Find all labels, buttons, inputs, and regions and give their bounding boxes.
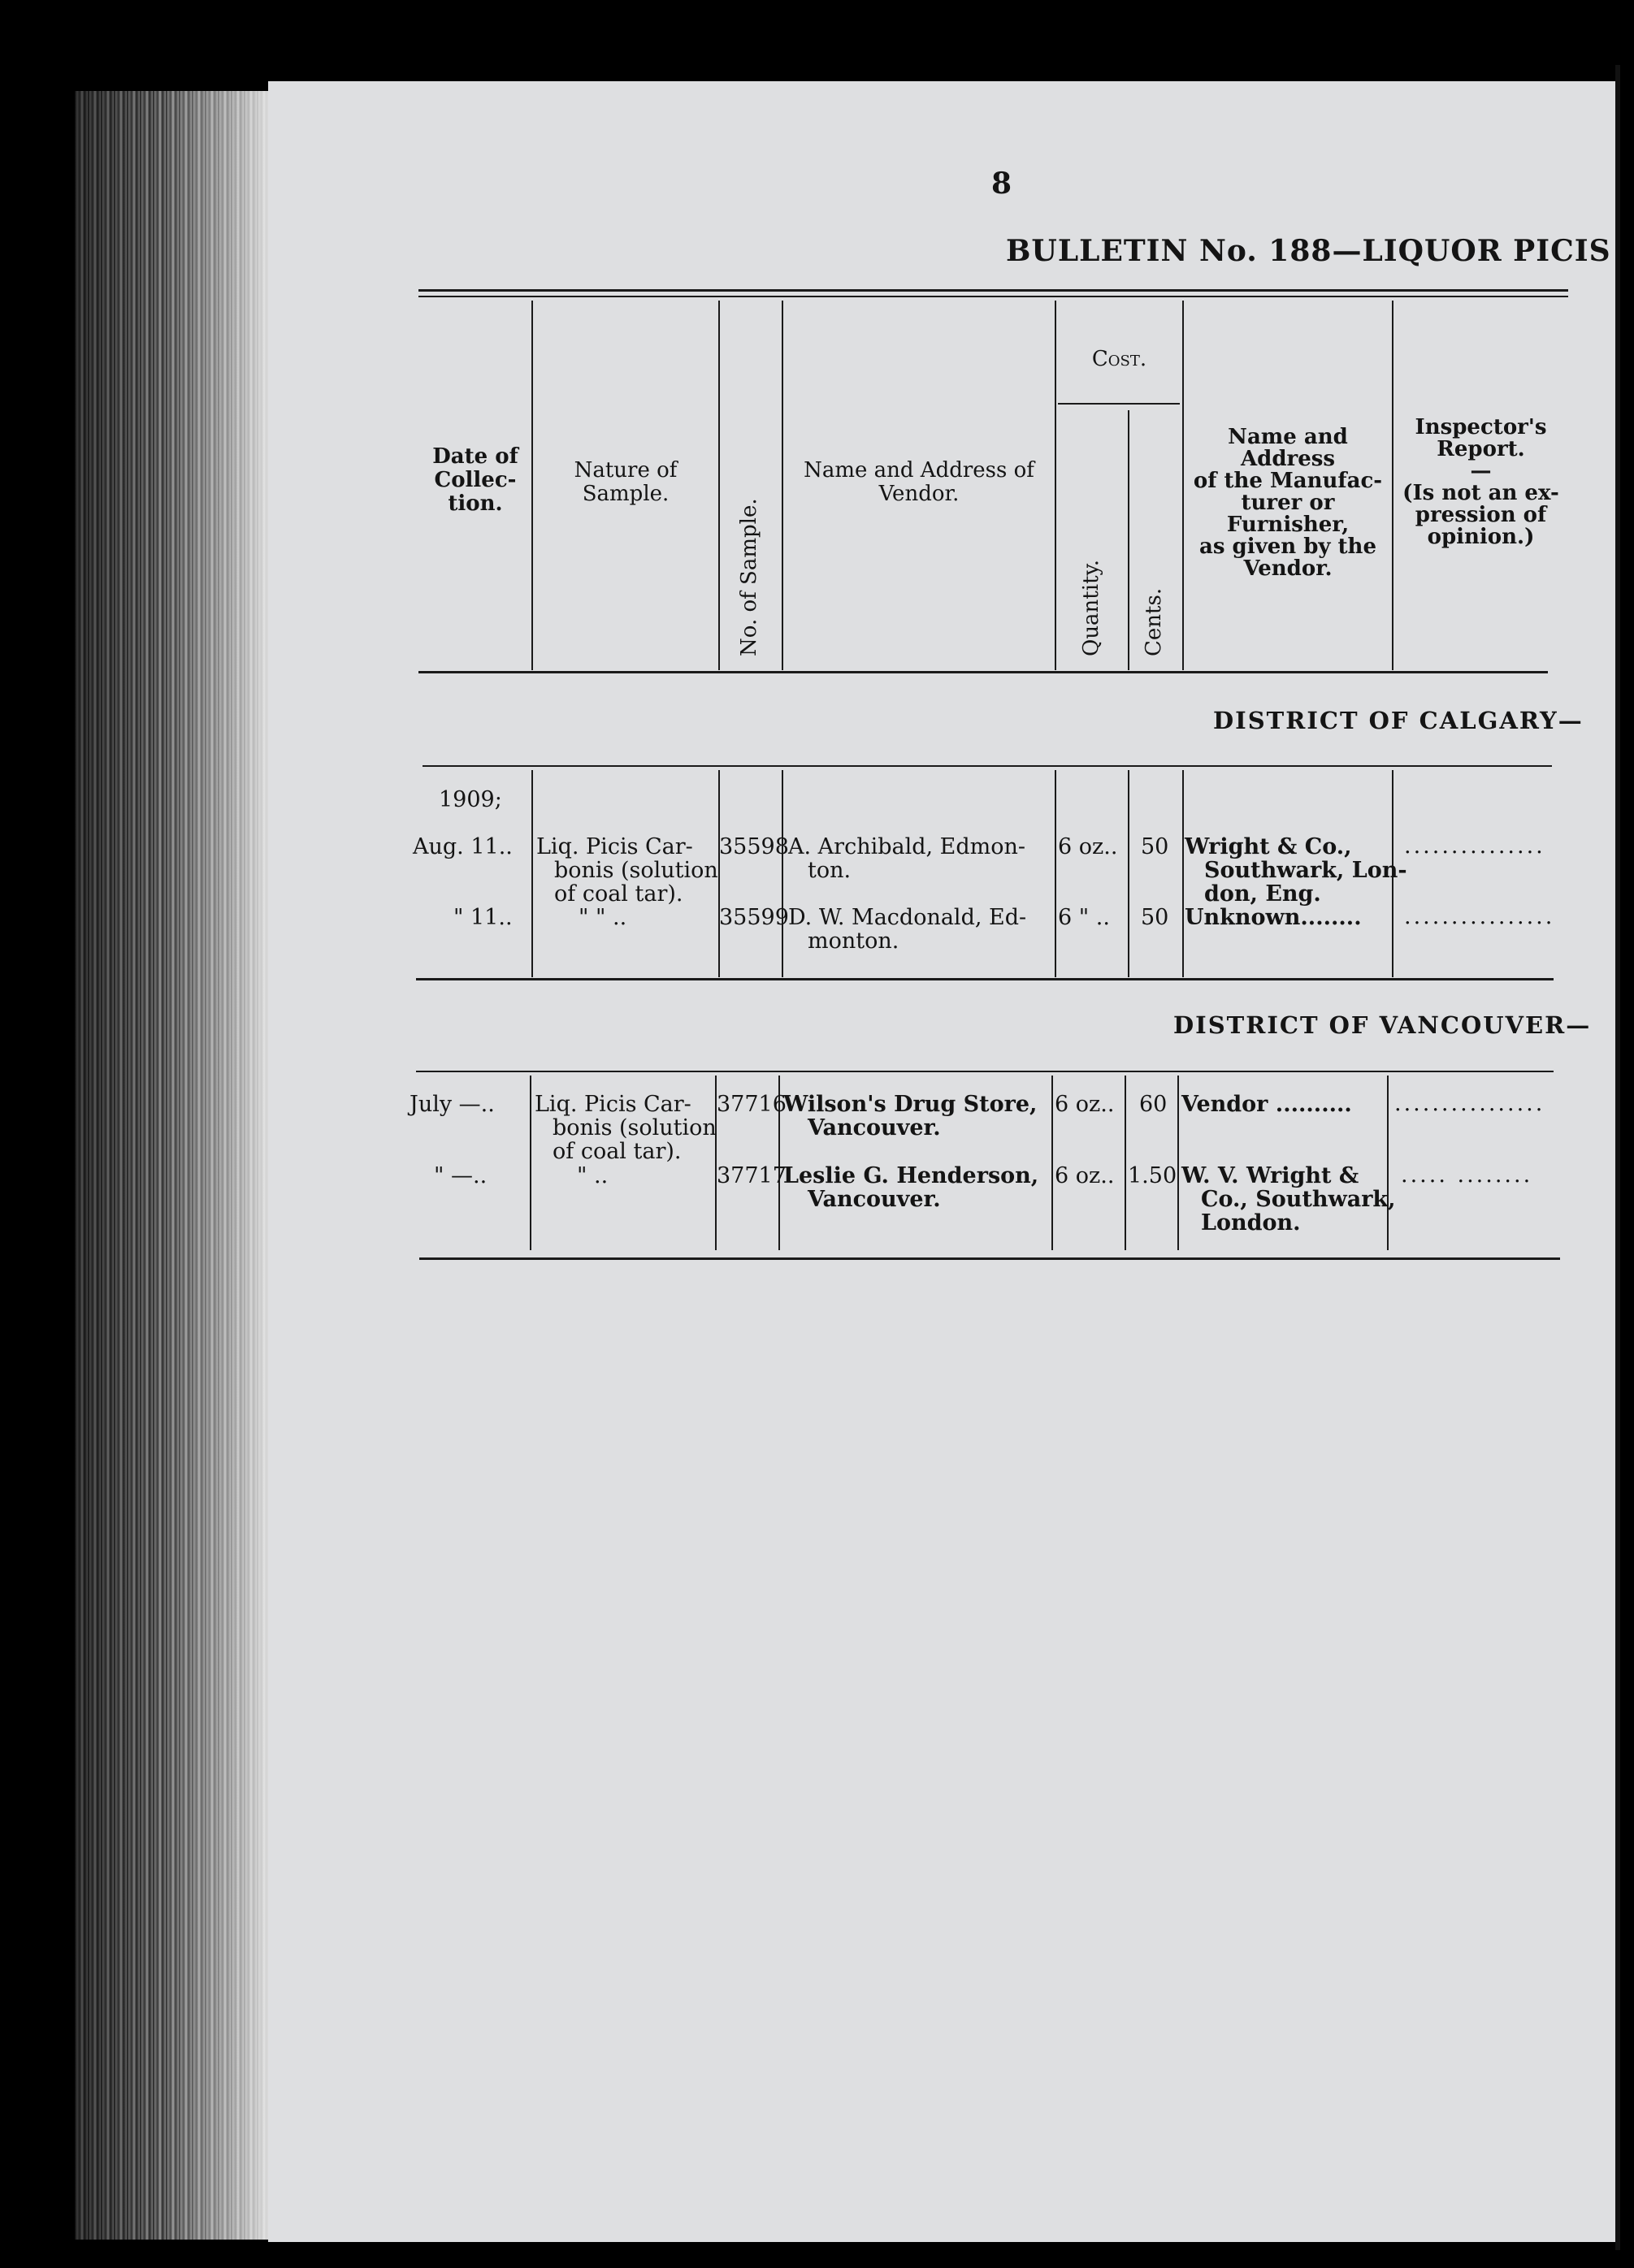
- row-quantity: 6 " ..: [1058, 905, 1110, 930]
- header-nature: Nature of Sample.: [574, 458, 678, 506]
- row-report: ................: [1394, 1091, 1545, 1116]
- row-report: ...............: [1404, 833, 1545, 859]
- row-vendor: Leslie G. Henderson, Vancouver.: [783, 1163, 1039, 1212]
- row-sample-no: 37716: [717, 1092, 787, 1117]
- row-report: ................: [1404, 904, 1555, 929]
- row-quantity: 6 oz..: [1055, 1092, 1115, 1117]
- section-rule: [416, 978, 1554, 980]
- row-nature: " " ..: [579, 905, 627, 930]
- row-nature: Liq. Picis Car- bonis (solution of coal tar).: [535, 1092, 717, 1164]
- header-sample-no: No. of Sample.: [737, 498, 761, 656]
- header-cost: Cost.: [1091, 347, 1147, 371]
- running-head: BULLETIN No. 188—LIQUOR PICIS: [1006, 234, 1611, 268]
- row-vendor: A. Archibald, Edmon- ton.: [788, 834, 1026, 883]
- header-manufacturer: Name and Address of the Manufac- turer or Furnisher, as given by the Vendor.: [1193, 425, 1383, 581]
- header-quantity: Quantity.: [1079, 559, 1103, 656]
- row-manufacturer: Wright & Co., Southwark, Lon- don, Eng.: [1185, 834, 1407, 907]
- col-divider: [718, 770, 720, 977]
- district-heading-calgary: DISTRICT OF CALGARY—: [1213, 707, 1584, 734]
- col-divider: [531, 770, 533, 977]
- row-report: ..... ........: [1401, 1162, 1533, 1188]
- row-sample-no: 37717: [717, 1163, 787, 1188]
- scan-border: [1615, 65, 1620, 2250]
- row-quantity: 6 oz..: [1055, 1163, 1115, 1188]
- row-date: " —..: [434, 1163, 488, 1188]
- row-cents: 1.50: [1128, 1163, 1177, 1188]
- row-cents: 50: [1141, 834, 1169, 859]
- table-bottom-rule: [419, 1257, 1560, 1260]
- row-cents: 50: [1141, 905, 1169, 930]
- row-manufacturer: Unknown........: [1185, 905, 1362, 930]
- row-manufacturer: W. V. Wright & Co., Southwark, London.: [1181, 1163, 1396, 1236]
- scan-edge: [75, 91, 270, 2240]
- district-heading-vancouver: DISTRICT OF VANCOUVER—: [1173, 1011, 1592, 1039]
- row-vendor: D. W. Macdonald, Ed- monton.: [788, 905, 1027, 954]
- col-divider: [1128, 770, 1129, 977]
- row-date: Aug. 11..: [413, 834, 513, 859]
- page-number: 8: [991, 167, 1012, 201]
- row-sample-no: 35598: [719, 834, 789, 859]
- row-vendor: Wilson's Drug Store, Vancouver.: [783, 1092, 1038, 1140]
- col-divider: [718, 301, 720, 670]
- row-cents: 60: [1139, 1092, 1168, 1117]
- row-nature: " ..: [577, 1163, 609, 1188]
- col-divider: [1128, 410, 1129, 670]
- header-report: Inspector's Report. — (Is not an ex- pression of opinion.): [1402, 415, 1559, 549]
- col-divider: [1182, 770, 1184, 977]
- col-divider: [1177, 1076, 1179, 1250]
- top-rule: [418, 289, 1568, 292]
- row-sample-no: 35599: [719, 905, 789, 930]
- header-rule: [418, 671, 1548, 673]
- header-cents: Cents.: [1142, 587, 1166, 656]
- section-rule: [423, 765, 1552, 767]
- top-rule-2: [418, 296, 1568, 297]
- row-manufacturer: Vendor ..........: [1181, 1092, 1352, 1117]
- row-nature: Liq. Picis Car- bonis (solution of coal tar).: [536, 834, 718, 907]
- header-date: Date of Collec- tion.: [432, 444, 518, 516]
- page-sheet: [268, 81, 1617, 2242]
- row-date: July —..: [410, 1092, 495, 1117]
- header-vendor: Name and Address of Vendor.: [804, 458, 1034, 506]
- col-divider: [1055, 770, 1056, 977]
- row-quantity: 6 oz..: [1058, 834, 1118, 859]
- col-divider: [1051, 1076, 1053, 1250]
- year-label: 1909;: [439, 787, 502, 812]
- section-rule: [416, 1071, 1554, 1072]
- col-divider: [530, 1076, 531, 1250]
- col-divider: [782, 770, 783, 977]
- col-divider: [1125, 1076, 1126, 1250]
- cost-rule: [1058, 403, 1180, 405]
- row-date: " 11..: [453, 905, 513, 930]
